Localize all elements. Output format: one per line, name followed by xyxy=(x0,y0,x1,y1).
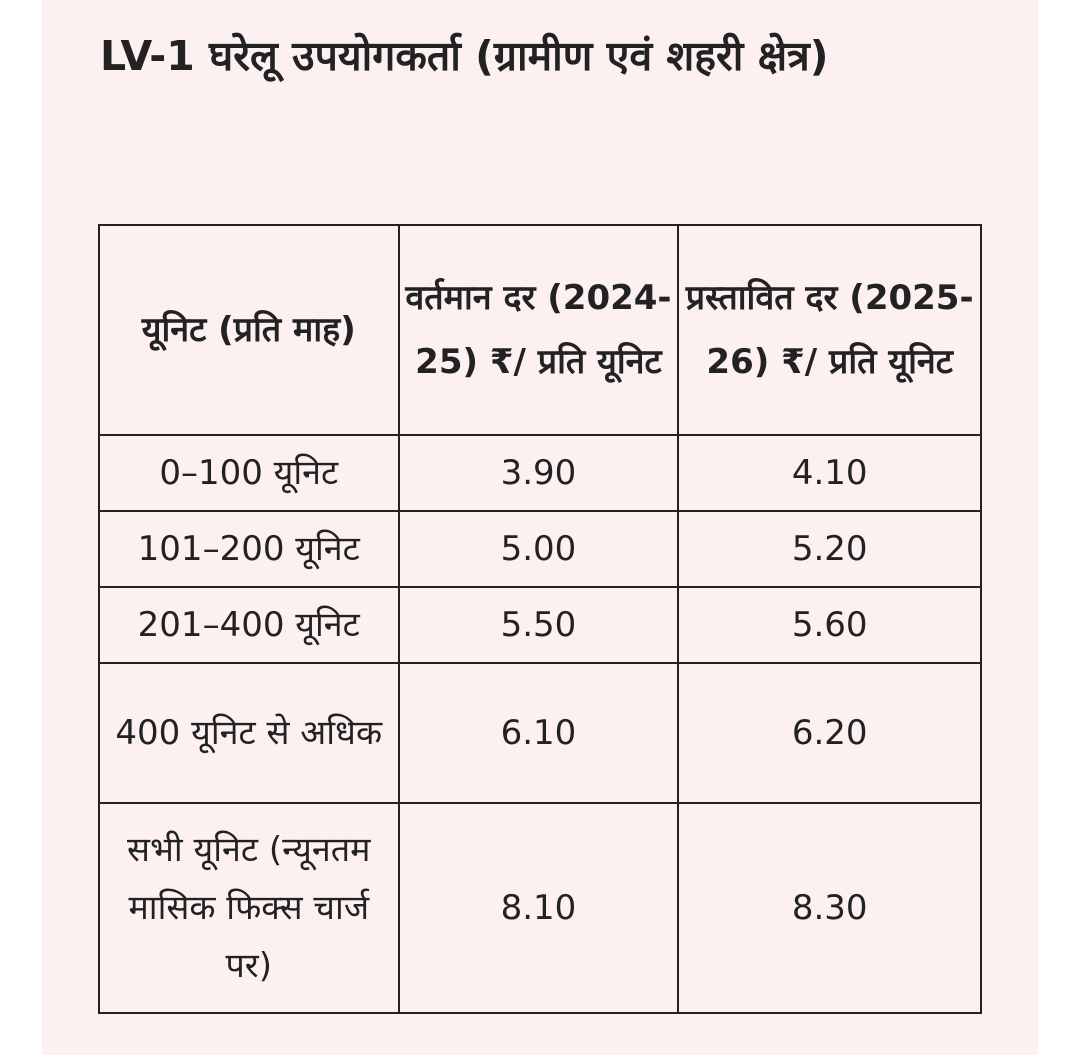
cell-proposed-rate: 5.60 xyxy=(678,587,981,663)
cell-current-rate: 5.50 xyxy=(399,587,679,663)
cell-proposed-rate: 4.10 xyxy=(678,435,981,511)
cell-proposed-rate: 6.20 xyxy=(678,663,981,803)
table-row xyxy=(99,511,981,587)
cell-units: सभी यूनिट (न्यूनतम मासिक फिक्स चार्ज पर) xyxy=(99,803,399,1013)
table-header-row xyxy=(99,225,981,435)
cell-current-rate: 3.90 xyxy=(399,435,679,511)
header-units: यूनिट (प्रति माह) xyxy=(99,225,399,435)
tariff-table xyxy=(98,224,982,1014)
cell-proposed-rate: 8.30 xyxy=(678,803,981,1013)
table-row xyxy=(99,435,981,511)
cell-current-rate: 8.10 xyxy=(399,803,679,1013)
page-title: LV-1 घरेलू उपयोगकर्ता (ग्रामीण एवं शहरी क्षेत्र) xyxy=(100,32,829,80)
cell-units: 0–100 यूनिट xyxy=(99,435,399,511)
header-current-rate: वर्तमान दर (2024-25) ₹/ प्रति यूनिट xyxy=(399,225,679,435)
header-proposed-rate: प्रस्तावित दर (2025-26) ₹/ प्रति यूनिट xyxy=(678,225,981,435)
cell-units: 201–400 यूनिट xyxy=(99,587,399,663)
cell-current-rate: 6.10 xyxy=(399,663,679,803)
cell-proposed-rate: 5.20 xyxy=(678,511,981,587)
table-row xyxy=(99,803,981,1013)
cell-units: 400 यूनिट से अधिक xyxy=(99,663,399,803)
table-row xyxy=(99,587,981,663)
table-row xyxy=(99,663,981,803)
cell-current-rate: 5.00 xyxy=(399,511,679,587)
cell-units: 101–200 यूनिट xyxy=(99,511,399,587)
